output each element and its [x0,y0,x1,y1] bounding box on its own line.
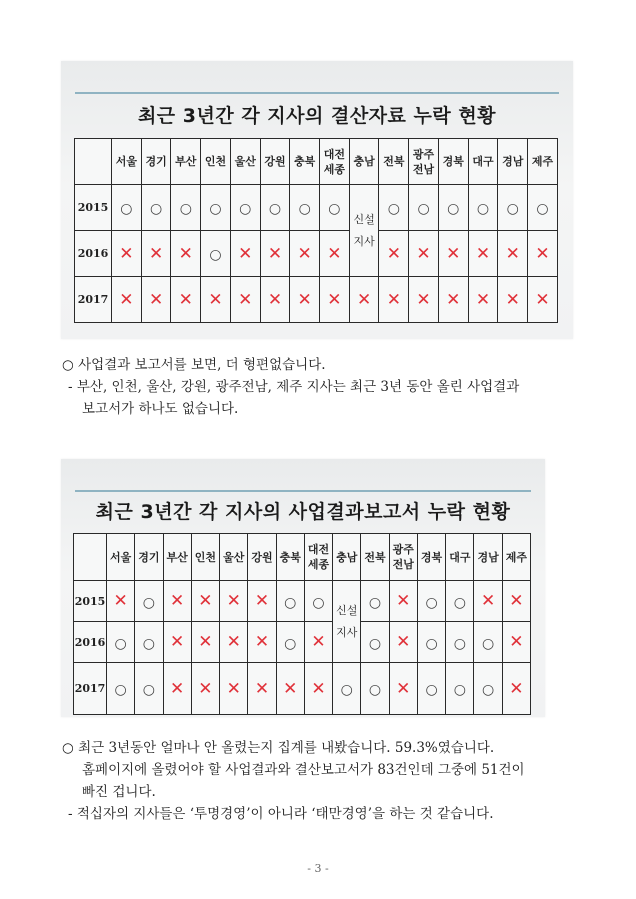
x-mark-icon: ✕ [170,632,185,652]
year-cell: 2016 [75,231,112,277]
settlement-omission-table [74,138,558,323]
circle-mark-icon: ○ [506,201,519,217]
posted-mark-cell [230,185,260,231]
circle-mark-icon: ○ [284,594,297,611]
branch-header: 강원 [248,534,276,581]
missing-mark-cell [260,277,290,323]
x-mark-icon: ✕ [238,243,253,264]
branch-header: 광주 전남 [389,534,417,581]
posted-mark-cell [141,185,171,231]
posted-mark-cell [446,581,474,622]
circle-mark-icon: ○ [312,594,325,611]
branch-header: 부산 [163,534,191,581]
missing-mark-cell [248,663,276,715]
x-mark-icon: ✕ [198,678,213,699]
x-mark-icon: ✕ [446,289,461,310]
x-mark-icon: ✕ [297,289,312,310]
circle-mark-icon: ○ [368,682,382,698]
circle-mark-icon: ○ [149,201,163,217]
circle-mark-icon: ○ [447,201,460,217]
circle-mark-icon: ○ [298,201,311,217]
circle-mark-icon: ○ [425,682,438,698]
x-mark-icon: ✕ [386,289,401,310]
missing-mark-cell [230,277,260,323]
branch-header: 인천 [201,139,231,185]
x-mark-icon: ✕ [386,243,401,264]
missing-mark-cell [260,231,290,277]
posted-mark-cell [379,185,409,231]
circle-mark-icon: ○ [368,594,382,611]
circle-mark-icon: ○ [268,201,282,217]
posted-mark-cell [171,185,201,231]
x-mark-icon: ✕ [254,632,270,652]
circle-bullet-icon: ○ [62,357,74,373]
bullet-line: ○ 최근 3년동안 얼마나 안 올렸는지 집계를 내봤습니다. 59.3%였습니다. [62,740,495,756]
branch-header: 대전 세종 [320,139,350,185]
business-report-omission-table [73,533,531,715]
missing-mark-cell [163,581,191,622]
branch-header: 전북 [361,534,389,581]
missing-mark-cell [276,663,304,715]
panel-title: 최근 3년간 각 지사의 사업결과보고서 누락 현황 [95,501,511,523]
x-mark-icon: ✕ [148,289,164,310]
posted-mark-cell [304,581,332,622]
x-mark-icon: ✕ [505,289,520,310]
missing-mark-cell [379,277,409,323]
x-mark-icon: ✕ [509,591,524,611]
x-mark-icon: ✕ [416,243,431,264]
branch-header: 대구 [468,139,498,185]
x-mark-icon: ✕ [311,678,326,699]
posted-mark-cell [135,663,163,715]
circle-mark-icon: ○ [142,682,155,698]
missing-mark-cell [248,581,276,622]
missing-mark-cell [290,277,320,323]
posted-mark-cell [446,622,474,663]
title-rule [75,92,559,94]
page-number: - 3 - [307,862,329,875]
settlement-omission-panel [61,61,573,339]
x-mark-icon: ✕ [226,678,241,699]
posted-mark-cell [409,185,439,231]
branch-header: 서울 [112,139,142,185]
circle-mark-icon: ○ [425,635,438,652]
x-mark-icon: ✕ [170,678,185,699]
missing-mark-cell [320,231,350,277]
table-row [74,581,531,622]
x-mark-icon: ✕ [119,289,134,310]
missing-mark-cell [191,581,219,622]
posted-mark-cell [498,185,528,231]
missing-mark-cell [171,231,201,277]
branch-header: 광주 전남 [409,139,439,185]
missing-mark-cell [498,231,528,277]
posted-mark-cell [320,185,350,231]
x-mark-icon: ✕ [226,591,241,611]
x-mark-icon: ✕ [416,289,431,310]
x-mark-icon: ✕ [535,289,550,310]
missing-mark-cell [141,277,171,323]
posted-mark-cell [201,231,231,277]
circle-mark-icon: ○ [179,201,192,217]
table-row [74,663,531,715]
circle-mark-icon: ○ [453,682,466,698]
missing-mark-cell [389,622,417,663]
posted-mark-cell [474,663,502,715]
circle-mark-icon: ○ [387,201,400,217]
header-row [75,139,558,185]
missing-mark-cell [163,663,191,715]
missing-mark-cell [389,663,417,715]
x-mark-icon: ✕ [327,243,342,264]
x-mark-icon: ✕ [327,289,342,310]
x-mark-icon: ✕ [509,678,524,699]
circle-mark-icon: ○ [476,201,490,217]
posted-mark-cell [107,663,135,715]
x-mark-icon: ✕ [356,289,372,310]
posted-mark-cell [276,622,304,663]
paragraph-1: ○ 사업결과 보고서를 보면, 더 형편없습니다. - 부산, 인천, 울산, 강원, 광주전남, 제주 지사는 최근 3년 동안 올린 사업결과 보고서가 하나도 없습니다. [62,354,519,420]
x-mark-icon: ✕ [283,678,298,699]
circle-mark-icon: ○ [328,201,341,217]
dash-line: - 적십자의 지사들은 ‘투명경영’이 아니라 ‘태만경영’을 하는 것 같습니다. [68,806,494,822]
circle-mark-icon: ○ [239,201,252,217]
missing-mark-cell [290,231,320,277]
posted-mark-cell [417,622,445,663]
x-mark-icon: ✕ [208,289,223,310]
table-row [74,622,531,663]
posted-mark-cell [107,622,135,663]
x-mark-icon: ✕ [297,243,312,264]
posted-mark-cell [361,622,389,663]
circle-mark-icon: ○ [114,682,127,698]
x-mark-icon: ✕ [535,243,550,264]
missing-mark-cell [438,231,468,277]
posted-mark-cell [528,185,558,231]
panel-title: 최근 3년간 각 지사의 결산자료 누락 현황 [137,105,497,127]
missing-mark-cell [528,231,558,277]
missing-mark-cell [163,622,191,663]
missing-mark-cell [468,231,498,277]
x-mark-icon: ✕ [396,591,411,611]
missing-mark-cell [107,581,135,622]
title-rule [75,490,531,492]
branch-header: 충남 [349,139,379,185]
x-mark-icon: ✕ [480,591,496,611]
x-mark-icon: ✕ [509,632,524,652]
missing-mark-cell [320,277,350,323]
x-mark-icon: ✕ [396,678,411,699]
missing-mark-cell [409,231,439,277]
posted-mark-cell [276,581,304,622]
branch-header: 울산 [230,139,260,185]
posted-mark-cell [333,663,361,715]
branch-header: 충북 [290,139,320,185]
dash-bullet-icon: - [68,379,73,395]
year-cell: 2017 [74,663,107,715]
new-branch-cell: 신설 지사 [333,581,361,663]
missing-mark-cell [389,581,417,622]
missing-mark-cell [468,277,498,323]
branch-header: 경북 [438,139,468,185]
x-mark-icon: ✕ [505,243,520,264]
x-mark-icon: ✕ [475,243,491,264]
x-mark-icon: ✕ [475,289,491,310]
posted-mark-cell [290,185,320,231]
circle-mark-icon: ○ [284,635,297,652]
missing-mark-cell [191,663,219,715]
branch-header: 대구 [446,534,474,581]
missing-mark-cell [528,277,558,323]
header-row [74,534,531,581]
year-cell: 2015 [74,581,107,622]
circle-mark-icon: ○ [453,635,466,652]
missing-mark-cell [112,231,142,277]
missing-mark-cell [141,231,171,277]
circle-mark-icon: ○ [209,247,222,263]
missing-mark-cell [248,622,276,663]
posted-mark-cell [417,663,445,715]
x-mark-icon: ✕ [254,678,270,699]
branch-header: 경북 [417,534,445,581]
branch-header: 경남 [474,534,502,581]
missing-mark-cell [191,622,219,663]
circle-mark-icon: ○ [209,201,222,217]
year-cell: 2016 [74,622,107,663]
x-mark-icon: ✕ [446,243,461,264]
x-mark-icon: ✕ [267,243,283,264]
x-mark-icon: ✕ [170,591,185,611]
branch-header: 제주 [502,534,530,581]
missing-mark-cell [502,581,530,622]
circle-mark-icon: ○ [142,594,155,611]
paragraph-2: ○ 최근 3년동안 얼마나 안 올렸는지 집계를 내봤습니다. 59.3%였습니다. 홈페이지에 올렸어야 할 사업결과와 결산보고서가 83건인데 그중에 51건이 빠진 겁니다. - 적십자의 지사들은 ‘투명경영’이 아니라 ‘태만경영’을 하는 것 같습니다. [62,737,525,825]
circle-mark-icon: ○ [425,594,438,611]
missing-mark-cell [304,663,332,715]
posted-mark-cell [361,581,389,622]
posted-mark-cell [417,581,445,622]
posted-mark-cell [135,622,163,663]
posted-mark-cell [201,185,231,231]
circle-mark-icon: ○ [120,201,133,217]
posted-mark-cell [468,185,498,231]
missing-mark-cell [502,622,530,663]
missing-mark-cell [409,277,439,323]
missing-mark-cell [112,277,142,323]
missing-mark-cell [474,581,502,622]
circle-mark-icon: ○ [453,594,466,611]
x-mark-icon: ✕ [254,591,270,611]
circle-mark-icon: ○ [340,682,353,698]
x-mark-icon: ✕ [238,289,253,310]
branch-header: 울산 [220,534,248,581]
missing-mark-cell [201,277,231,323]
dash-line: - 부산, 인천, 울산, 강원, 광주전남, 제주 지사는 최근 3년 동안 올린 사업결과 [68,379,520,395]
missing-mark-cell [220,622,248,663]
circle-mark-icon: ○ [368,635,382,652]
posted-mark-cell [112,185,142,231]
branch-header: 인천 [191,534,219,581]
year-cell: 2017 [75,277,112,323]
circle-mark-icon: ○ [536,201,549,217]
missing-mark-cell [502,663,530,715]
branch-header: 경기 [135,534,163,581]
posted-mark-cell [260,185,290,231]
missing-mark-cell [438,277,468,323]
missing-mark-cell [171,277,201,323]
posted-mark-cell [135,581,163,622]
missing-mark-cell [379,231,409,277]
circle-mark-icon: ○ [417,201,430,217]
x-mark-icon: ✕ [267,289,283,310]
missing-mark-cell [304,622,332,663]
year-cell: 2015 [75,185,112,231]
missing-mark-cell [230,231,260,277]
x-mark-icon: ✕ [148,243,164,264]
x-mark-icon: ✕ [311,632,326,652]
missing-mark-cell [220,581,248,622]
corner-cell [75,139,112,185]
bullet-line: ○ 사업결과 보고서를 보면, 더 형편없습니다. [62,357,326,373]
branch-header: 제주 [528,139,558,185]
circle-mark-icon: ○ [481,635,495,652]
x-mark-icon: ✕ [178,289,193,310]
x-mark-icon: ✕ [198,591,213,611]
posted-mark-cell [474,622,502,663]
x-mark-icon: ✕ [198,632,213,652]
table-row [75,231,558,277]
table-row [75,185,558,231]
x-mark-icon: ✕ [226,632,241,652]
branch-header: 충남 [333,534,361,581]
branch-header: 전북 [379,139,409,185]
branch-header: 서울 [107,534,135,581]
branch-header: 대전 세종 [304,534,332,581]
x-mark-icon: ✕ [178,243,193,264]
x-mark-icon: ✕ [119,243,134,264]
corner-cell [74,534,107,581]
posted-mark-cell [446,663,474,715]
posted-mark-cell [361,663,389,715]
branch-header: 경남 [498,139,528,185]
x-mark-icon: ✕ [396,632,411,652]
posted-mark-cell [438,185,468,231]
circle-mark-icon: ○ [142,635,155,652]
circle-mark-icon: ○ [114,635,127,652]
missing-mark-cell [349,277,379,323]
missing-mark-cell [498,277,528,323]
business-report-omission-panel [61,459,545,717]
branch-header: 충북 [276,534,304,581]
branch-header: 경기 [141,139,171,185]
circle-bullet-icon: ○ [62,740,74,756]
x-mark-icon: ✕ [113,591,128,611]
branch-header: 강원 [260,139,290,185]
circle-mark-icon: ○ [481,682,495,698]
table-row [75,277,558,323]
branch-header: 부산 [171,139,201,185]
missing-mark-cell [220,663,248,715]
new-branch-cell: 신설 지사 [349,185,379,277]
dash-bullet-icon: - [68,806,73,822]
